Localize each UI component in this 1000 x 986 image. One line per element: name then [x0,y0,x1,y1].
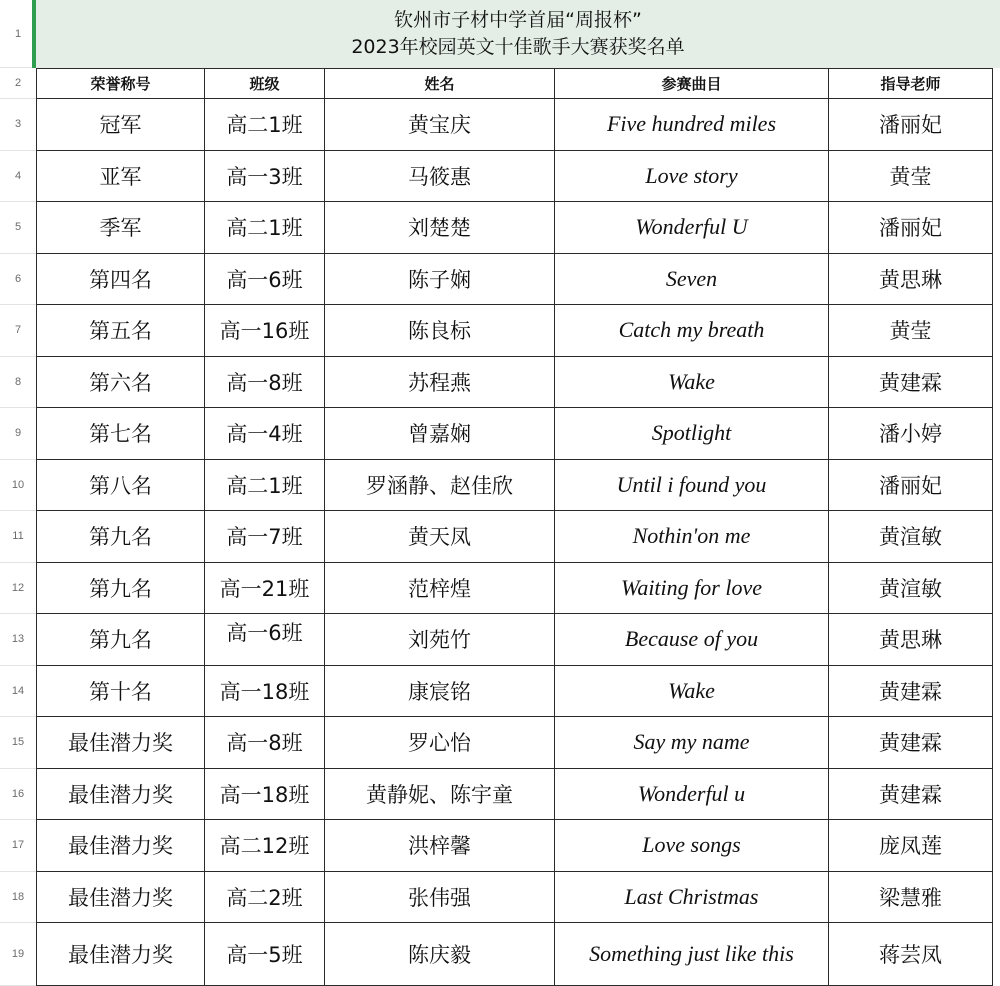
song-cell[interactable]: Wonderful u [555,769,829,821]
class-cell[interactable]: 高一18班 [205,666,325,718]
class-cell[interactable]: 高一6班 [205,614,325,666]
name-cell[interactable]: 康宸铭 [325,666,555,718]
table-row [36,563,993,615]
name-cell[interactable]: 范梓煌 [325,563,555,615]
table-row [36,923,993,986]
table-row [36,717,993,769]
table-row [36,357,993,409]
honor-cell[interactable]: 最佳潜力奖 [36,769,205,821]
name-cell[interactable]: 罗涵静、赵佳欣 [325,460,555,512]
row-number[interactable]: 4 [0,151,36,203]
title-line-1: 钦州市子材中学首届“周报杯” [394,9,642,31]
table-row [36,666,993,718]
table-row [36,408,993,460]
row-number[interactable]: 17 [0,820,36,872]
teacher-cell[interactable]: 黄思琳 [829,614,993,666]
row-number[interactable]: 6 [0,254,36,306]
teacher-cell[interactable]: 黄思琳 [829,254,993,306]
class-cell[interactable]: 高一8班 [205,717,325,769]
row-number[interactable]: 16 [0,769,36,821]
honor-cell[interactable]: 冠军 [36,99,205,151]
honor-cell[interactable]: 第六名 [36,357,205,409]
row-number[interactable]: 18 [0,872,36,924]
honor-cell[interactable]: 第七名 [36,408,205,460]
teacher-cell[interactable]: 黄建霖 [829,717,993,769]
teacher-cell[interactable]: 蒋芸凤 [829,923,993,986]
teacher-cell[interactable]: 黄建霖 [829,769,993,821]
song-cell[interactable]: Wake [555,357,829,409]
table-row [36,769,993,821]
song-cell[interactable]: Nothin'on me [555,511,829,563]
row-number[interactable]: 13 [0,614,36,666]
table-row [36,511,993,563]
name-cell[interactable]: 洪梓馨 [325,820,555,872]
teacher-cell[interactable]: 黄莹 [829,151,993,203]
class-cell[interactable]: 高一7班 [205,511,325,563]
song-cell[interactable]: Until i found you [555,460,829,512]
class-cell[interactable]: 高一21班 [205,563,325,615]
song-cell[interactable]: Because of you [555,614,829,666]
name-cell[interactable]: 陈庆毅 [325,923,555,986]
class-cell[interactable]: 高二12班 [205,820,325,872]
row-number[interactable]: 3 [0,99,36,151]
song-cell[interactable]: Something just like this [555,923,829,986]
row-number[interactable]: 2 [0,68,36,99]
honor-cell[interactable]: 最佳潜力奖 [36,923,205,986]
name-cell[interactable]: 陈子娴 [325,254,555,306]
song-cell[interactable]: Love story [555,151,829,203]
song-cell[interactable]: Seven [555,254,829,306]
honor-cell[interactable]: 第十名 [36,666,205,718]
teacher-cell[interactable]: 黄建霖 [829,666,993,718]
teacher-cell[interactable]: 潘丽妃 [829,99,993,151]
song-cell[interactable]: Waiting for love [555,563,829,615]
table-row [36,99,993,151]
name-cell[interactable]: 黄宝庆 [325,99,555,151]
class-cell[interactable]: 高二1班 [205,99,325,151]
class-cell[interactable]: 高一6班 [205,254,325,306]
row-number[interactable]: 10 [0,460,36,512]
row-number[interactable]: 9 [0,408,36,460]
teacher-cell[interactable]: 潘丽妃 [829,460,993,512]
teacher-cell[interactable]: 庞凤莲 [829,820,993,872]
teacher-cell[interactable]: 潘小婷 [829,408,993,460]
name-cell[interactable]: 刘楚楚 [325,202,555,254]
honor-cell[interactable]: 第九名 [36,614,205,666]
name-cell[interactable]: 马筱惠 [325,151,555,203]
teacher-cell[interactable]: 黄建霖 [829,357,993,409]
title-line-2: 2023年校园英文十佳歌手大赛获奖名单 [351,36,685,58]
table-row [36,820,993,872]
name-cell[interactable]: 罗心怡 [325,717,555,769]
row-number[interactable]: 19 [0,923,36,986]
song-cell[interactable]: Wonderful U [555,202,829,254]
teacher-cell[interactable]: 潘丽妃 [829,202,993,254]
song-cell[interactable]: Say my name [555,717,829,769]
name-cell[interactable]: 苏程燕 [325,357,555,409]
honor-cell[interactable]: 第八名 [36,460,205,512]
honor-cell[interactable]: 亚军 [36,151,205,203]
class-cell[interactable]: 高一18班 [205,769,325,821]
header-row [36,68,993,99]
class-cell[interactable]: 高一8班 [205,357,325,409]
table-row [36,202,993,254]
class-cell[interactable]: 高二1班 [205,202,325,254]
table-row [36,151,993,203]
teacher-cell[interactable]: 黄渲敏 [829,511,993,563]
honor-cell[interactable]: 最佳潜力奖 [36,820,205,872]
name-cell[interactable]: 黄天凤 [325,511,555,563]
song-cell[interactable]: Love songs [555,820,829,872]
teacher-cell[interactable]: 梁慧雅 [829,872,993,924]
row-number[interactable]: 15 [0,717,36,769]
header-class[interactable]: 班级 [205,69,325,99]
header-song[interactable]: 参赛曲目 [555,69,829,99]
name-cell[interactable]: 陈良标 [325,305,555,357]
class-cell[interactable]: 高二1班 [205,460,325,512]
song-cell[interactable]: Wake [555,666,829,718]
row-number[interactable]: 7 [0,305,36,357]
table-row [36,872,993,924]
honor-cell[interactable]: 第九名 [36,511,205,563]
header-honor[interactable]: 荣誉称号 [36,69,205,99]
name-cell[interactable]: 曾嘉娴 [325,408,555,460]
name-cell[interactable]: 张伟强 [325,872,555,924]
title-cell[interactable] [32,0,1000,68]
honor-cell[interactable]: 季军 [36,202,205,254]
teacher-cell[interactable]: 黄莹 [829,305,993,357]
row-number[interactable]: 1 [0,0,36,68]
table-row [36,460,993,512]
honor-cell[interactable]: 第五名 [36,305,205,357]
honor-cell[interactable]: 第四名 [36,254,205,306]
name-cell[interactable]: 黄静妮、陈宇童 [325,769,555,821]
honor-cell[interactable]: 第九名 [36,563,205,615]
song-cell[interactable]: Last Christmas [555,872,829,924]
song-cell[interactable]: Spotlight [555,408,829,460]
class-cell[interactable]: 高一16班 [205,305,325,357]
table-row [36,254,993,306]
row-number[interactable]: 14 [0,666,36,718]
row-number[interactable]: 8 [0,357,36,409]
song-cell[interactable]: Five hundred miles [555,99,829,151]
class-cell[interactable]: 高一3班 [205,151,325,203]
teacher-cell[interactable]: 黄渲敏 [829,563,993,615]
song-cell[interactable]: Catch my breath [555,305,829,357]
class-cell[interactable]: 高一4班 [205,408,325,460]
header-teacher[interactable]: 指导老师 [829,69,993,99]
table-row [36,305,993,357]
class-cell[interactable]: 高二2班 [205,872,325,924]
honor-cell[interactable]: 最佳潜力奖 [36,717,205,769]
table-row [36,614,993,666]
honor-cell[interactable]: 最佳潜力奖 [36,872,205,924]
row-number[interactable]: 12 [0,563,36,615]
row-number[interactable]: 11 [0,511,36,563]
row-number[interactable]: 5 [0,202,36,254]
class-cell[interactable]: 高一5班 [205,923,325,986]
name-cell[interactable]: 刘苑竹 [325,614,555,666]
header-name[interactable]: 姓名 [325,69,555,99]
